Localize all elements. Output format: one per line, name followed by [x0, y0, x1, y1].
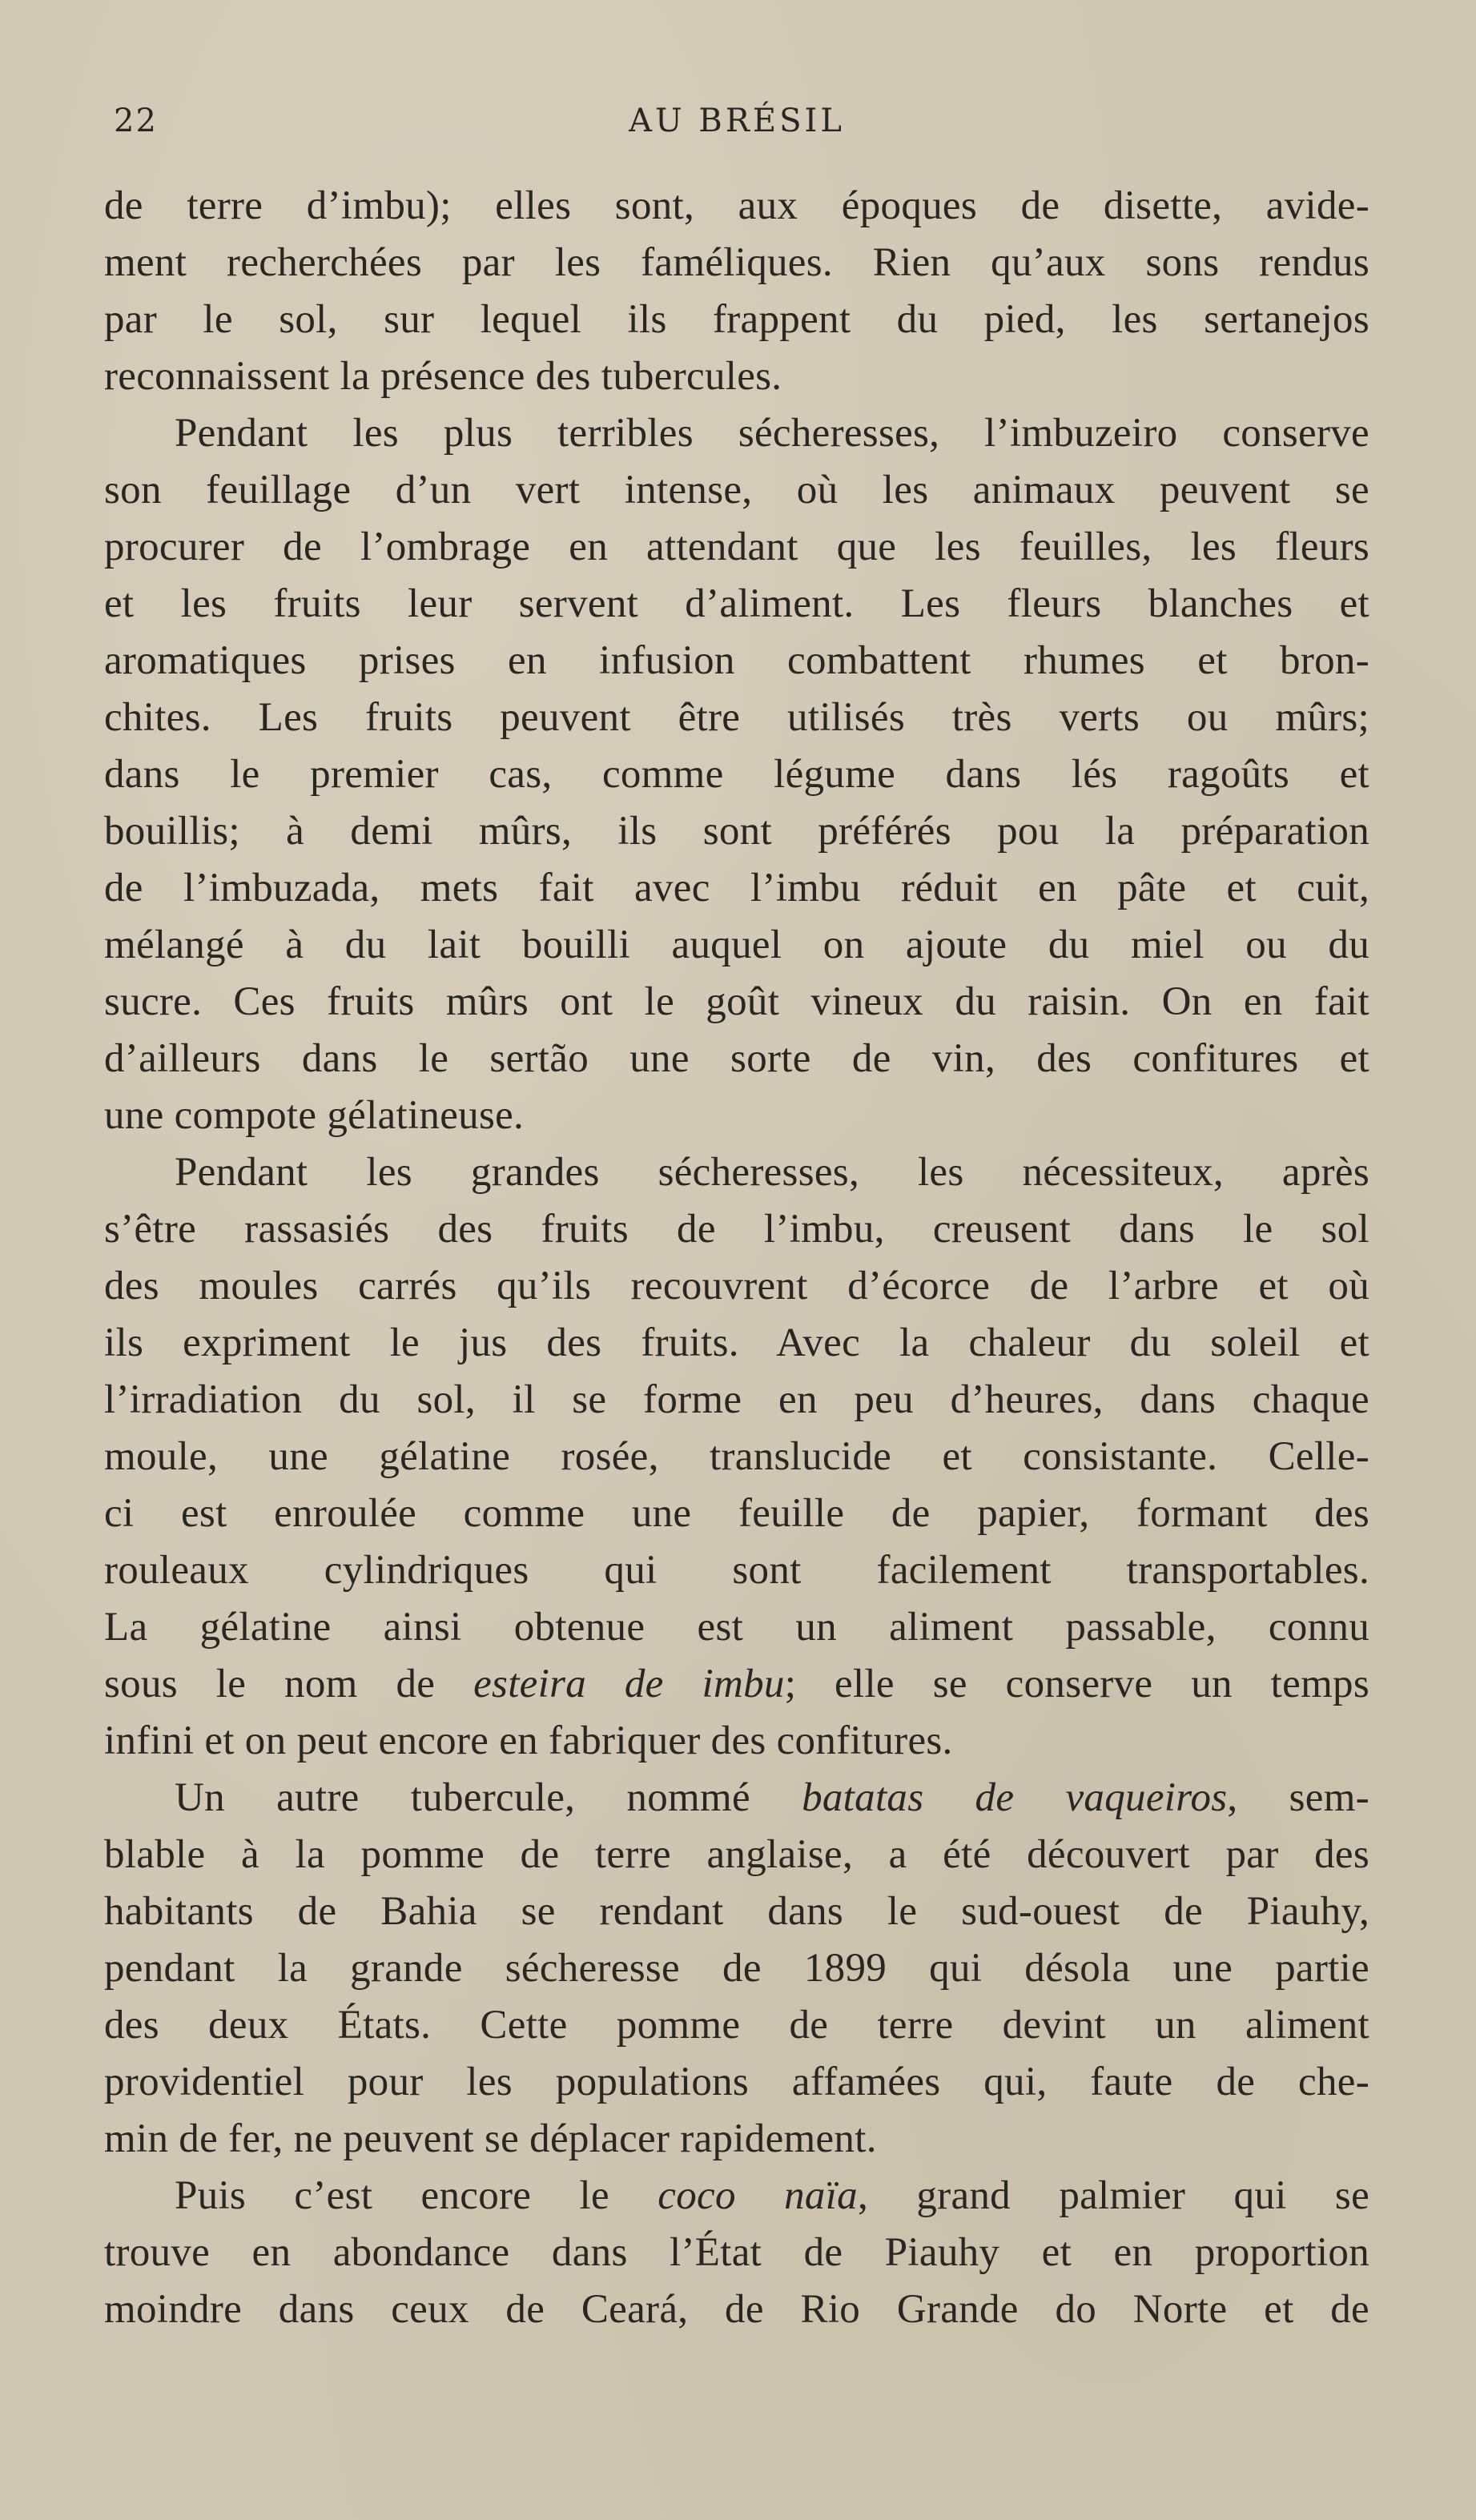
text-line: des deux États. Cette pomme de terre devint un aliment [104, 2003, 1369, 2048]
text-line: s’être rassasiés des fruits de l’imbu, creusent dans le sol [104, 1207, 1369, 1252]
text-run: Puis c’est encore le [175, 2173, 658, 2218]
text-line [104, 1656, 1369, 1713]
text-line: aromatiques prises en infusion combattent rhumes et bron- [104, 638, 1369, 683]
text-line: bouillis; à demi mûrs, ils sont préférés pou la préparation [104, 809, 1369, 854]
text-line: de terre d’imbu); elles sont, aux époques de disette, avide- [104, 183, 1369, 228]
italic-term: coco naïa [658, 2173, 858, 2218]
text-line: providentiel pour les populations affamées qui, faute de che- [104, 2060, 1369, 2104]
text-line: de l’imbuzada, mets fait avec l’imbu réduit en pâte et cuit, [104, 866, 1369, 910]
text-run: ; elle se conserve un temps [784, 1662, 1369, 1706]
text-run: , sem- [1227, 1775, 1369, 1820]
text-line: sucre. Ces fruits mûrs ont le goût vineux du raisin. On en fait [104, 979, 1369, 1024]
text-line: une compote gélatineuse. [104, 1093, 525, 1138]
text-line: rouleaux cylindriques qui sont facilement transportables. [104, 1548, 1369, 1593]
text-line: pendant la grande sécheresse de 1899 qui désola une partie [104, 1946, 1369, 1991]
text-run: sous le nom de [104, 1662, 474, 1706]
text-line: et les fruits leur servent d’aliment. Les fleurs blanches et [104, 581, 1369, 626]
text-line: La gélatine ainsi obtenue est un aliment passable, connu [104, 1605, 1369, 1650]
text-line: chites. Les fruits peuvent être utilisés très verts ou mûrs; [104, 695, 1369, 740]
paragraph-first-line: Pendant les plus terribles sécheresses, l’imbuzeiro conserve [175, 411, 1369, 456]
text-line: habitants de Bahia se rendant dans le sud-ouest de Piauhy, [104, 1889, 1369, 1934]
body-text [104, 178, 1369, 2338]
text-line: d’ailleurs dans le sertão une sorte de vin, des confitures et [104, 1036, 1369, 1081]
text-line: des moules carrés qu’ils recouvrent d’écorce de l’arbre et où [104, 1264, 1369, 1308]
text-line: blable à la pomme de terre anglaise, a été découvert par des [104, 1832, 1369, 1877]
text-line: infini et on peut encore en fabriquer des confitures. [104, 1718, 953, 1763]
text-line: ils expriment le jus des fruits. Avec la chaleur du soleil et [104, 1320, 1369, 1365]
text-line: moindre dans ceux de Ceará, de Rio Grande do Norte et de [104, 2287, 1369, 2332]
paragraph-first-line: Pendant les grandes sécheresses, les nécessiteux, après [175, 1150, 1369, 1195]
paragraph-first-line [104, 1770, 1369, 1827]
text-line: dans le premier cas, comme légume dans lés ragoûts et [104, 752, 1369, 797]
page-number: 22 [114, 102, 158, 139]
text-line: trouve en abondance dans l’État de Piauhy et en proportion [104, 2230, 1369, 2275]
italic-term: esteira de imbu [473, 1662, 785, 1706]
running-title: AU BRÉSIL [629, 102, 845, 139]
text-line: son feuillage d’un vert intense, où les animaux peuvent se [104, 468, 1369, 512]
text-line: par le sol, sur lequel ils frappent du pied, les sertanejos [104, 297, 1369, 342]
text-line: mélangé à du lait bouilli auquel on ajoute du miel ou du [104, 922, 1369, 967]
text-run: , grand palmier qui se [857, 2173, 1370, 2218]
text-run: Un autre tubercule, nommé [175, 1775, 802, 1820]
paragraph-first-line [104, 2168, 1369, 2225]
text-line: moule, une gélatine rosée, translucide et consistante. Celle- [104, 1434, 1369, 1479]
text-line: ci est enroulée comme une feuille de papier, formant des [104, 1491, 1369, 1536]
text-line: l’irradiation du sol, il se forme en peu d’heures, dans chaque [104, 1377, 1369, 1422]
text-line: ment recherchées par les faméliques. Rien qu’aux sons rendus [104, 240, 1369, 285]
text-line: min de fer, ne peuvent se déplacer rapidement. [104, 2116, 877, 2161]
text-line: reconnaissent la présence des tubercules. [104, 354, 782, 399]
text-line: procurer de l’ombrage en attendant que les feuilles, les fleurs [104, 524, 1369, 569]
italic-term: batatas de vaqueiros [802, 1775, 1228, 1820]
page-header [104, 102, 1369, 151]
